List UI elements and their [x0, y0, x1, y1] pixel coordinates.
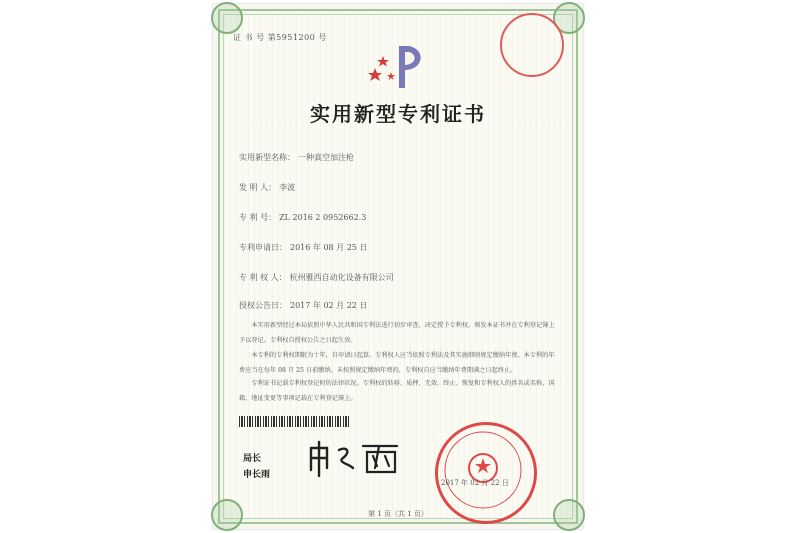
corner-ornament [211, 2, 243, 34]
field-value: 2016 年 08 月 25 日 [290, 243, 368, 252]
field-label: 专利申请日： [239, 243, 287, 252]
national-emblem-icon [435, 422, 531, 518]
field-label: 专 利 权 人： [239, 273, 287, 282]
field-label: 授权公告日： [239, 301, 287, 310]
patent-office-emblem [365, 40, 435, 90]
certificate-paragraph: 本实用新型经过本局依照中华人民共和国专利法进行初步审查，决定授予专利权，颁发本证书并在专利登记簿上予以登记。专利权自授权公告之日起生效。 [239, 322, 555, 344]
field-label: 发 明 人： [239, 183, 277, 192]
director-signature [305, 438, 405, 478]
barcode [239, 416, 349, 427]
director-title: 局长 [243, 454, 262, 464]
field-value: 李波 [279, 183, 296, 192]
field-value: 一种真空加注枪 [298, 153, 354, 162]
patent-certificate [213, 4, 583, 529]
seal-date: 2017 年 02 月 22 日 [441, 479, 509, 487]
certificate-paragraph: 专利证书记载专利权登记时的法律状况。专利权的转移、质押、无效、终止、恢复和专利权人的姓名或名称、国籍、地址变更等事项记载在专利登记簿上。 [239, 380, 555, 402]
director-name: 申长雨 [243, 470, 271, 480]
field-label: 实用新型名称： [239, 153, 295, 162]
certificate-number: 证 书 号 第5951200 号 [233, 33, 327, 42]
field-value: 2017 年 02 月 22 日 [290, 301, 368, 310]
office-stamp [500, 13, 564, 77]
page-number: 第 1 页（共 1 页） [368, 510, 428, 518]
field-inventor [239, 182, 295, 193]
field-patent-number [239, 212, 366, 223]
field-label: 专 利 号： [239, 213, 277, 222]
field-value: ZL 2016 2 0952662.3 [279, 213, 367, 222]
field-grant-date [239, 300, 367, 311]
field-utility-model-name [239, 152, 354, 163]
field-value: 杭州雅西自动化设备有限公司 [289, 273, 394, 282]
certificate-paragraph: 本专利的专利权期限为十年，自申请日起算。专利权人应当依照专利法及其实施细则规定缴纳年费。本专利的年费应当在每年 08 月 25 日前缴纳。未按照规定缴纳年费的，专利权自应当缴纳年费期满之日起终止。 [239, 352, 555, 374]
field-application-date [239, 242, 367, 253]
field-patentee [239, 272, 394, 283]
certificate-title: 实用新型专利证书 [310, 102, 486, 126]
